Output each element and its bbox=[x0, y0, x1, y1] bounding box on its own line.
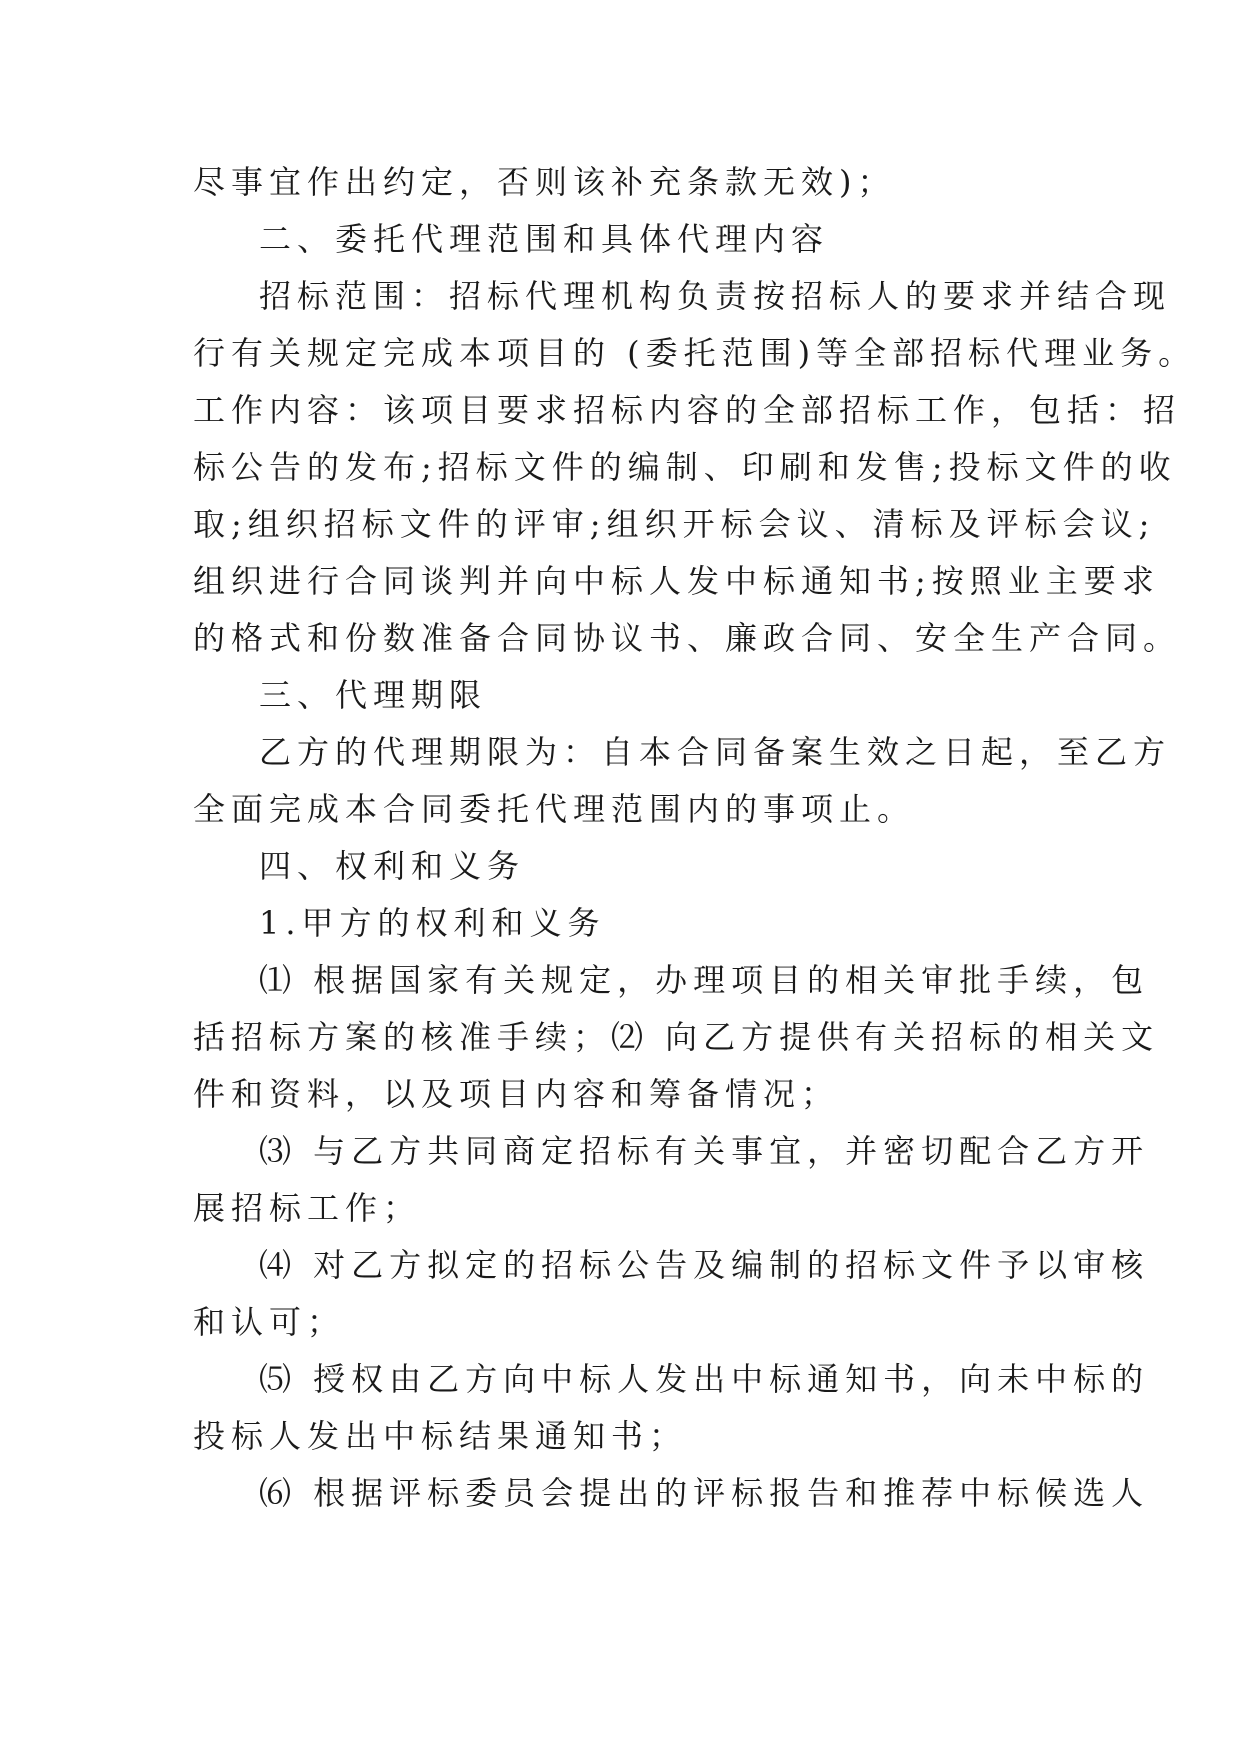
text-line: 和认可； bbox=[193, 1303, 346, 1341]
section-heading: 二、委托代理范围和具体代理内容 bbox=[259, 220, 830, 258]
text-line: 行有关规定完成本项目的 (委托范围)等全部招标代理业务。 bbox=[193, 334, 1197, 372]
section-heading: 四、权利和义务 bbox=[259, 847, 526, 885]
list-item: ⑸ 授权由乙方向中标人发出中标通知书，向未中标的 bbox=[259, 1360, 1150, 1398]
list-item: ⑷ 对乙方拟定的招标公告及编制的招标文件予以审核 bbox=[259, 1246, 1150, 1284]
list-item: ⑶ 与乙方共同商定招标有关事宜，并密切配合乙方开 bbox=[259, 1132, 1150, 1170]
text-line: 尽事宜作出约定，否则该补充条款无效)； bbox=[193, 163, 896, 201]
text-line: 投标人发出中标结果通知书； bbox=[193, 1417, 688, 1455]
text-line: 取;组织招标文件的评审;组织开标会议、清标及评标会议; bbox=[193, 505, 1156, 543]
document-body bbox=[193, 154, 1197, 1522]
text-line: 标公告的发布;招标文件的编制、印刷和发售;投标文件的收 bbox=[193, 448, 1177, 486]
text-line: 组织进行合同谈判并向中标人发中标通知书;按照业主要求 bbox=[193, 562, 1160, 600]
text-line: 展招标工作； bbox=[193, 1189, 422, 1227]
list-item: ⑴ 根据国家有关规定，办理项目的相关审批手续，包 bbox=[259, 961, 1150, 999]
text-line: 全面完成本合同委托代理范围内的事项止。 bbox=[193, 790, 916, 828]
text-line: 的格式和份数准备合同协议书、廉政合同、安全生产合同。 bbox=[193, 619, 1182, 657]
section-heading: 三、代理期限 bbox=[259, 676, 488, 714]
text-line: 括招标方案的核准手续；⑵ 向乙方提供有关招标的相关文 bbox=[193, 1018, 1160, 1056]
text-line: 件和资料，以及项目内容和筹备情况； bbox=[193, 1075, 840, 1113]
subsection-heading: 1.甲方的权利和义务 bbox=[259, 904, 606, 942]
list-item: ⑹ 根据评标委员会提出的评标报告和推荐中标候选人 bbox=[259, 1474, 1150, 1512]
text-line: 乙方的代理期限为：自本合同备案生效之日起，至乙方 bbox=[259, 733, 1172, 771]
text-line: 招标范围：招标代理机构负责按招标人的要求并结合现 bbox=[259, 277, 1172, 315]
text-line: 工作内容：该项目要求招标内容的全部招标工作，包括：招 bbox=[193, 391, 1182, 429]
